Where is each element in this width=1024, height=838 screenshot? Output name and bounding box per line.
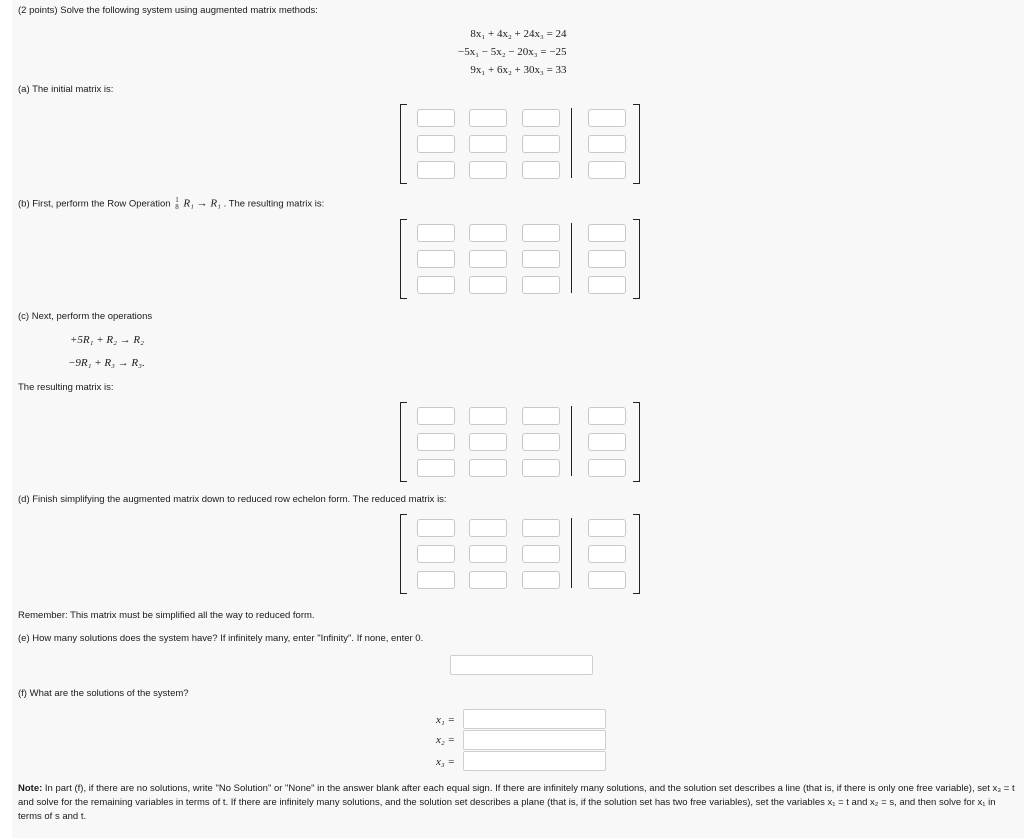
matrix-d-cell-r2c1[interactable] — [417, 545, 455, 563]
matrix-d-cell-r3c1[interactable] — [417, 571, 455, 589]
matrix-d-cell-r1c1[interactable] — [417, 519, 455, 537]
note-body: In part (f), if there are no solutions, write "No Solution" or "None" in the answer blank after each equal sign. If there are infinitely many solutions, and the solution set describes a line (that is, if there is only one free variable), set x₃ = t and solve for the remaining variables in terms of t. If there are infinitely many solutions, and the solution set describes a plane (that is, if the solution set has two free variables), set the variables x₁ = t and x₂ = s, and then solve for x₁ in terms of s and t. — [18, 783, 1015, 822]
equation-1: 8x₁ + 4x₂ + 24x₃ = 24 — [470, 28, 567, 40]
equation-2: −5x₁ − 5x₂ − 20x₃ = −25 — [458, 46, 567, 58]
matrix-c — [400, 402, 640, 482]
matrix-b-cell-r2c4[interactable] — [588, 250, 626, 268]
part-c-result-label: The resulting matrix is: — [18, 382, 114, 393]
matrix-d-cell-r3c4[interactable] — [588, 571, 626, 589]
note-text — [18, 782, 1018, 824]
matrix-b-cell-r2c1[interactable] — [417, 250, 455, 268]
right-bracket — [633, 219, 640, 299]
matrix-b-cell-r3c4[interactable] — [588, 276, 626, 294]
matrix-a-cell-r2c1[interactable] — [417, 135, 455, 153]
matrix-d-cell-r2c2[interactable] — [469, 545, 507, 563]
x3-input[interactable] — [463, 751, 606, 771]
matrix-d-cell-r2c4[interactable] — [588, 545, 626, 563]
remember-text: Remember: This matrix must be simplified all the way to reduced form. — [18, 610, 315, 621]
matrix-b-cell-r3c3[interactable] — [522, 276, 560, 294]
matrix-d-cell-r2c3[interactable] — [522, 545, 560, 563]
part-a-label: (a) The initial matrix is: — [18, 84, 114, 95]
matrix-c-cell-r2c2[interactable] — [469, 433, 507, 451]
row-operation-2: −9R₁ + R₃ → R₃. — [68, 357, 145, 369]
x2-input[interactable] — [463, 730, 606, 750]
fraction — [175, 197, 179, 211]
matrix-d-cell-r3c2[interactable] — [469, 571, 507, 589]
left-bracket — [400, 219, 407, 299]
matrix-a-cell-r2c4[interactable] — [588, 135, 626, 153]
part-d-label: (d) Finish simplifying the augmented matrix down to reduced row echelon form. The reduced matrix is: — [18, 494, 447, 505]
matrix-c-cell-r3c1[interactable] — [417, 459, 455, 477]
matrix-c-cell-r1c4[interactable] — [588, 407, 626, 425]
solution-count-input[interactable] — [450, 655, 593, 675]
right-bracket — [633, 402, 640, 482]
matrix-c-cell-r1c2[interactable] — [469, 407, 507, 425]
matrix-a — [400, 104, 640, 184]
matrix-c-cell-r3c4[interactable] — [588, 459, 626, 477]
part-b-suffix: . The resulting matrix is: — [223, 198, 325, 210]
matrix-d — [400, 514, 640, 594]
part-b-label — [18, 197, 324, 211]
matrix-b-cell-r2c2[interactable] — [469, 250, 507, 268]
matrix-b-cell-r1c2[interactable] — [469, 224, 507, 242]
matrix-c-cell-r2c3[interactable] — [522, 433, 560, 451]
matrix-d-cell-r3c3[interactable] — [522, 571, 560, 589]
matrix-a-cell-r1c3[interactable] — [522, 109, 560, 127]
x2-label: x₂ = — [436, 734, 455, 746]
matrix-c-cell-r2c4[interactable] — [588, 433, 626, 451]
matrix-d-cell-r1c3[interactable] — [522, 519, 560, 537]
part-c-label: (c) Next, perform the operations — [18, 311, 153, 322]
part-b-prefix: (b) First, perform the Row Operation — [18, 198, 171, 210]
left-bracket — [400, 402, 407, 482]
augment-separator — [571, 406, 572, 476]
matrix-d-cell-r1c4[interactable] — [588, 519, 626, 537]
matrix-a-cell-r3c4[interactable] — [588, 161, 626, 179]
x3-label: x₃ = — [436, 756, 455, 768]
part-e-label: (e) How many solutions does the system have? If infinitely many, enter "Infinity". If none, enter 0. — [18, 633, 424, 644]
fraction-numerator: 1 — [175, 196, 179, 204]
note-label: Note: — [18, 783, 43, 794]
matrix-c-cell-r3c2[interactable] — [469, 459, 507, 477]
left-bracket — [400, 514, 407, 594]
matrix-c-cell-r1c3[interactable] — [522, 407, 560, 425]
x1-input[interactable] — [463, 709, 606, 729]
matrix-a-cell-r1c4[interactable] — [588, 109, 626, 127]
right-bracket — [633, 514, 640, 594]
matrix-c-cell-r1c1[interactable] — [417, 407, 455, 425]
row-operation: R₁ → R₁ — [183, 197, 221, 210]
matrix-d-cell-r1c2[interactable] — [469, 519, 507, 537]
matrix-a-cell-r3c2[interactable] — [469, 161, 507, 179]
matrix-a-cell-r2c2[interactable] — [469, 135, 507, 153]
matrix-c-cell-r2c1[interactable] — [417, 433, 455, 451]
matrix-a-cell-r1c1[interactable] — [417, 109, 455, 127]
fraction-denominator: 8 — [175, 203, 179, 211]
left-bracket — [400, 104, 407, 184]
augment-separator — [571, 108, 572, 178]
row-operation-1: +5R₁ + R₂ → R₂ — [70, 334, 144, 346]
matrix-b-cell-r1c3[interactable] — [522, 224, 560, 242]
matrix-a-cell-r3c3[interactable] — [522, 161, 560, 179]
matrix-b — [400, 219, 640, 299]
matrix-a-cell-r3c1[interactable] — [417, 161, 455, 179]
part-f-label: (f) What are the solutions of the system? — [18, 688, 189, 699]
matrix-a-cell-r2c3[interactable] — [522, 135, 560, 153]
matrix-b-cell-r3c2[interactable] — [469, 276, 507, 294]
matrix-b-cell-r1c1[interactable] — [417, 224, 455, 242]
augment-separator — [571, 518, 572, 588]
augment-separator — [571, 223, 572, 293]
matrix-b-cell-r1c4[interactable] — [588, 224, 626, 242]
matrix-b-cell-r3c1[interactable] — [417, 276, 455, 294]
equation-system — [458, 25, 567, 79]
equation-3: 9x₁ + 6x₂ + 30x₃ = 33 — [470, 64, 567, 76]
matrix-a-cell-r1c2[interactable] — [469, 109, 507, 127]
matrix-c-cell-r3c3[interactable] — [522, 459, 560, 477]
problem-header: (2 points) Solve the following system using augmented matrix methods: — [18, 5, 318, 16]
matrix-b-cell-r2c3[interactable] — [522, 250, 560, 268]
x1-label: x₁ = — [436, 714, 455, 726]
right-bracket — [633, 104, 640, 184]
